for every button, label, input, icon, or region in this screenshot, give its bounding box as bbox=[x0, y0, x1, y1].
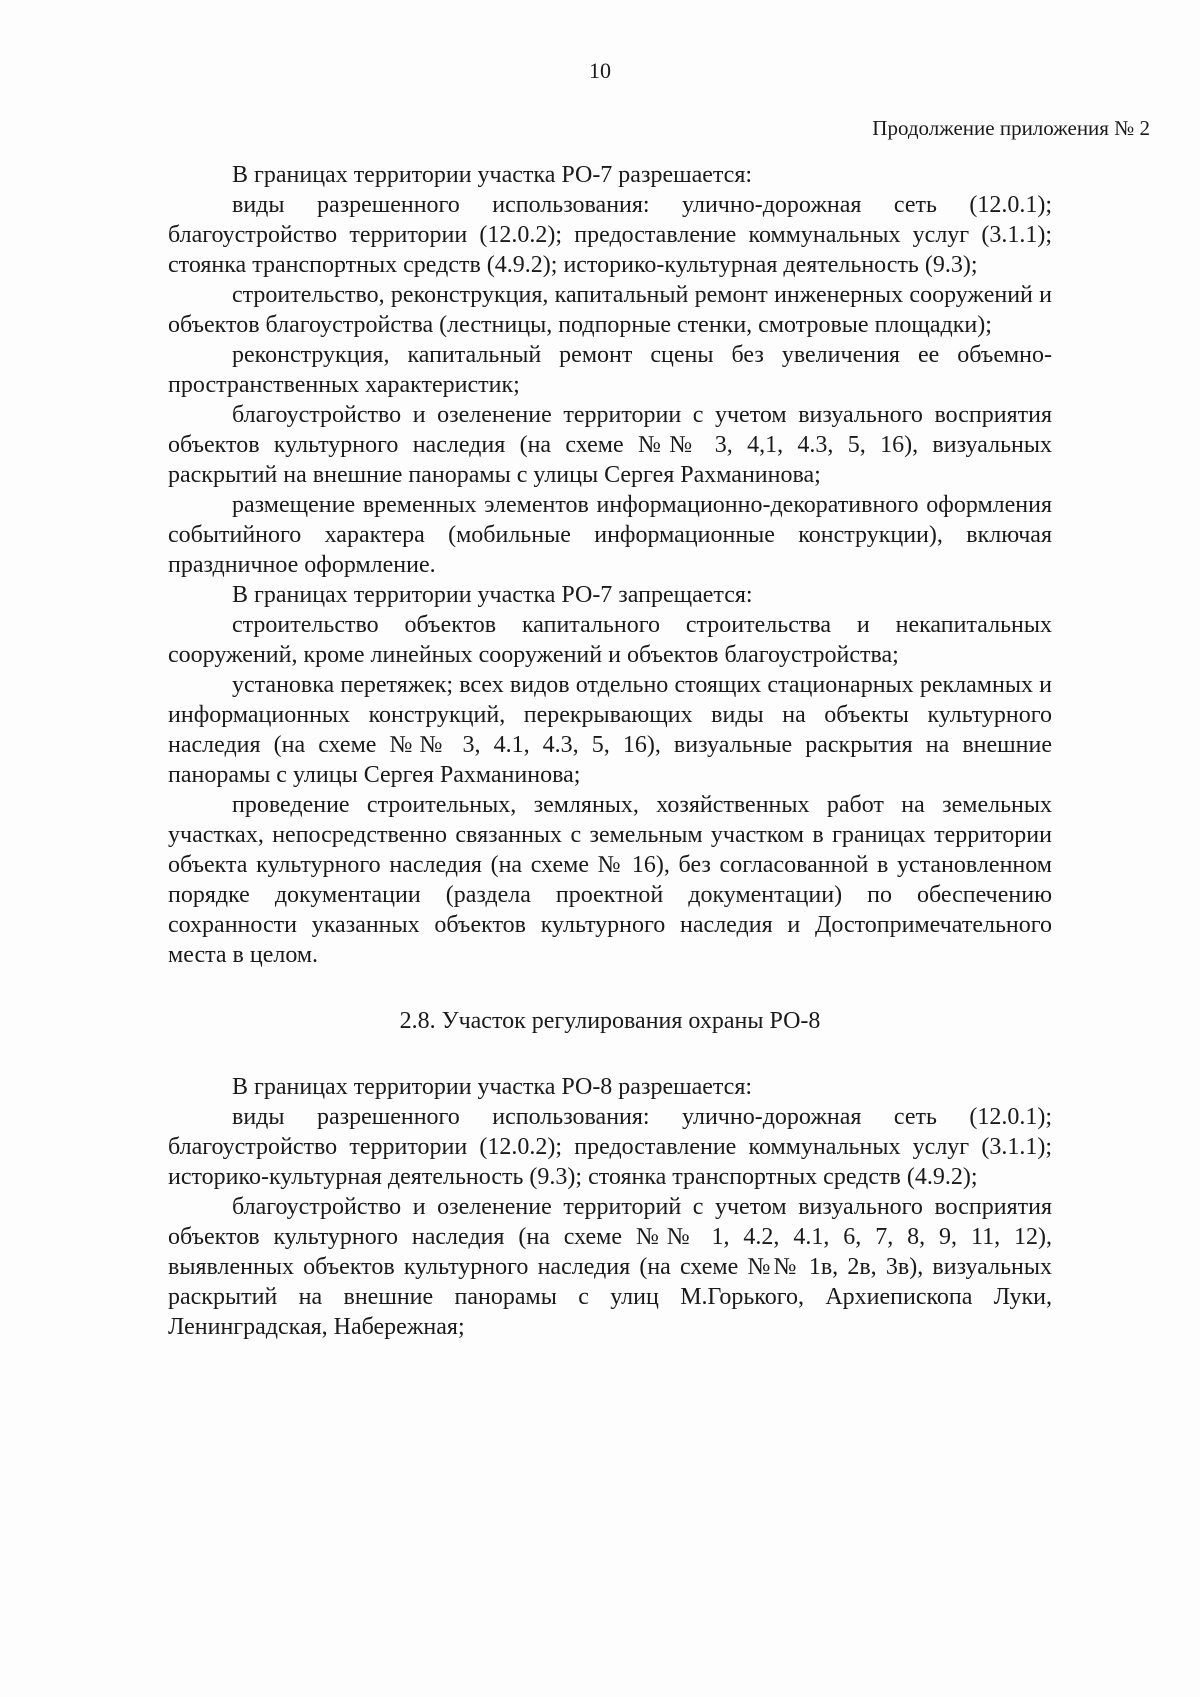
ro7-allowed-item: размещение временных элементов информационно-декоративного оформления событийного характера (мобильные информационные конструкции), включая праздничное оформление. bbox=[168, 492, 1052, 578]
ro7-allowed-item: реконструкция, капитальный ремонт сцены без увеличения ее объемно-пространственных характеристик; bbox=[168, 342, 1052, 398]
ro7-forbidden-item: установка перетяжек; всех видов отдельно стоящих стационарных рекламных и информационных конструкций, перекрывающих виды на объекты культурного наследия (на схеме №№ 3, 4.1, 4.3, 5, 16), визуальные раскрытия на внешние панорамы с улицы Сергея Рахманинова; bbox=[168, 672, 1052, 788]
ro7-allowed-item: строительство, реконструкция, капитальный ремонт инженерных сооружений и объектов благоустройства (лестницы, подпорные стенки, смотровые площадки); bbox=[168, 282, 1052, 338]
section-heading-ro8: 2.8. Участок регулирования охраны РО-8 bbox=[399, 1008, 821, 1034]
ro7-allowed-intro: В границах территории участка РО-7 разрешается: bbox=[232, 162, 753, 188]
ro7-allowed-item: виды разрешенного использования: улично-дорожная сеть (12.0.1); благоустройство территории (12.0.2); предоставление коммунальных услуг (3.1.1); стоянка транспортных средств (4.9.2); историко-культурная деятельность (9.3); bbox=[168, 192, 1052, 278]
ro7-forbidden-intro: В границах территории участка РО-7 запрещается: bbox=[232, 582, 753, 608]
page-number: 10 bbox=[589, 58, 611, 83]
ro8-allowed-item: виды разрешенного использования: улично-дорожная сеть (12.0.1); благоустройство территории (12.0.2); предоставление коммунальных услуг (3.1.1); историко-культурная деятельность (9.3); стоянка транспортных средств (4.9.2); bbox=[168, 1104, 1052, 1190]
ro7-allowed-item: благоустройство и озеленение территории с учетом визуального восприятия объектов культурного наследия (на схеме №№ 3, 4,1, 4.3, 5, 16), визуальных раскрытий на внешние панорамы с улицы Сергея Рахманинова; bbox=[168, 402, 1052, 488]
appendix-continuation-note: Продолжение приложения № 2 bbox=[872, 116, 1150, 140]
ro7-forbidden-item: строительство объектов капитального строительства и некапитальных сооружений, кроме линейных сооружений и объектов благоустройства; bbox=[168, 612, 1052, 668]
ro8-allowed-intro: В границах территории участка РО-8 разрешается: bbox=[232, 1074, 753, 1100]
ro8-allowed-item: благоустройство и озеленение территорий с учетом визуального восприятия объектов культурного наследия (на схеме №№ 1, 4.2, 4.1, 6, 7, 8, 9, 11, 12), выявленных объектов культурного наследия (на схеме №№ 1в, 2в, 3в), визуальных раскрытий на внешние панорамы с улиц М.Горького, Архиепископа Луки, Ленинградская, Набережная; bbox=[168, 1194, 1052, 1340]
ro7-forbidden-item: проведение строительных, земляных, хозяйственных работ на земельных участках, непосредственно связанных с земельным участком в границах территории объекта культурного наследия (на схеме № 16), без согласованной в установленном порядке документации (раздела проектной документации) по обеспечению сохранности указанных объектов культурного наследия и Достопримечательного места в целом. bbox=[168, 792, 1052, 968]
document-body bbox=[168, 160, 1052, 1342]
